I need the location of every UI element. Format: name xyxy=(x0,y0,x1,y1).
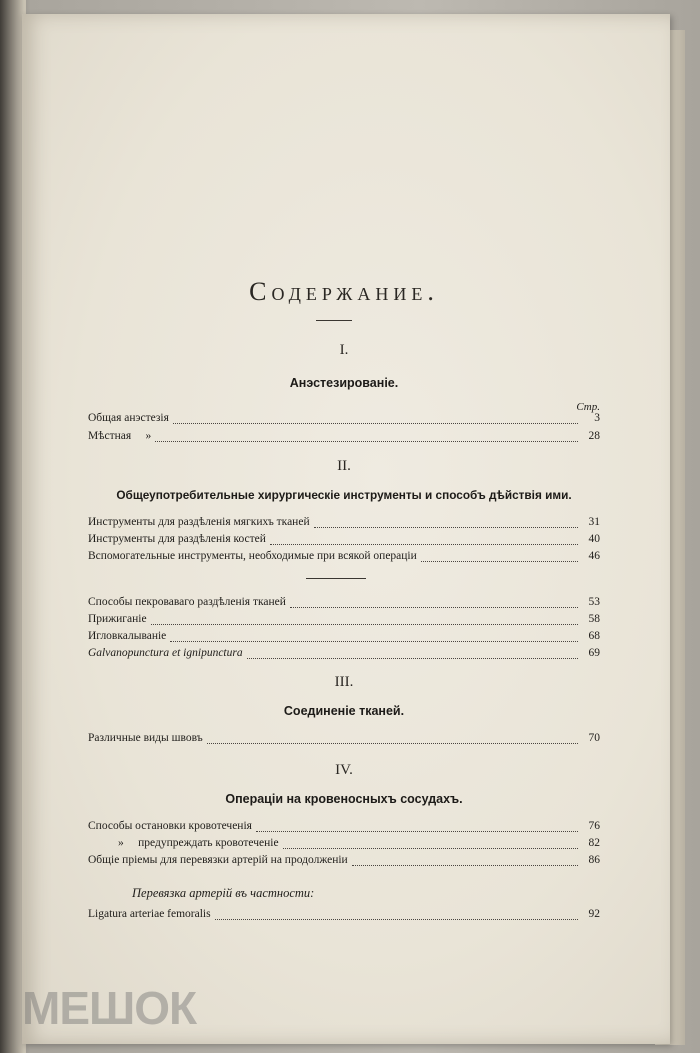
entry-label: Мѣстная » xyxy=(88,430,152,442)
leader-dots xyxy=(283,847,578,849)
leader-dots xyxy=(247,657,578,659)
toc-entry xyxy=(88,854,600,870)
section-rule xyxy=(306,578,366,579)
toc-entry xyxy=(88,630,600,646)
toc-entry xyxy=(88,908,600,924)
toc-entry xyxy=(88,550,600,566)
entry-label: Инструменты для раздѣленія костей xyxy=(88,533,266,545)
page-column-label: Стр. xyxy=(576,401,600,413)
watermark-logo: МЕШОК xyxy=(22,982,197,1034)
toc-entry xyxy=(88,430,600,446)
entry-page: 86 xyxy=(588,854,600,866)
subsection-heading: Перевязка артерій въ частности: xyxy=(132,886,315,900)
entry-label: Общая анэстезія xyxy=(88,412,169,424)
toc-entry xyxy=(88,647,600,663)
entry-page: 82 xyxy=(588,837,600,849)
entry-page: 70 xyxy=(588,732,600,744)
toc-entry xyxy=(88,837,600,853)
entry-page: 31 xyxy=(588,516,600,528)
entry-page: 46 xyxy=(588,550,600,562)
leader-dots xyxy=(173,422,578,424)
entry-label: Различные виды швовъ xyxy=(88,732,203,744)
section-numeral: II. xyxy=(337,458,351,474)
page-title: Содержание. xyxy=(249,277,439,306)
entry-page: 76 xyxy=(588,820,600,832)
leader-dots xyxy=(256,830,578,832)
leader-dots xyxy=(270,543,578,545)
entry-label: Игловкалываніе xyxy=(88,630,167,642)
section-heading: Общеупотребительные хирургическіе инструменты и способъ дѣйствія ими. xyxy=(116,488,572,502)
toc-entry xyxy=(88,516,600,532)
entry-label: Способы остановки кровотеченія xyxy=(88,820,252,832)
leader-dots xyxy=(314,526,578,528)
leader-dots xyxy=(290,606,578,608)
toc-entry xyxy=(88,732,600,748)
entry-page: 3 xyxy=(594,412,600,424)
section-heading: Операціи на кровеносныхъ сосудахъ. xyxy=(225,792,463,806)
entry-label: Инструменты для раздѣленія мягкихъ тканей xyxy=(88,516,310,528)
leader-dots xyxy=(421,560,578,562)
entry-page: 69 xyxy=(588,647,600,659)
leader-dots xyxy=(151,623,578,625)
leader-dots xyxy=(215,918,578,920)
toc-entry xyxy=(88,412,600,428)
entry-page: 28 xyxy=(588,430,600,442)
leader-dots xyxy=(155,440,578,442)
title-rule xyxy=(316,320,352,321)
leader-dots xyxy=(170,640,578,642)
entry-page: 68 xyxy=(588,630,600,642)
entry-label: Ligatura arteriae femoralis xyxy=(88,908,211,920)
section-heading: Анэстезированіе. xyxy=(289,376,399,390)
entry-page: 92 xyxy=(588,908,600,920)
toc-entry xyxy=(88,533,600,549)
section-heading: Соединеніе тканей. xyxy=(283,704,405,718)
entry-label: Galvanopunctura et ignipunctura xyxy=(88,647,243,659)
section-numeral: III. xyxy=(334,674,354,690)
book-page xyxy=(22,14,670,1044)
toc-entry xyxy=(88,820,600,836)
entry-label: » предупреждать кровотеченіе xyxy=(118,837,279,849)
toc-entry xyxy=(88,613,600,629)
toc-entry xyxy=(88,596,600,612)
entry-page: 53 xyxy=(588,596,600,608)
section-numeral: I. xyxy=(339,342,349,358)
entry-page: 40 xyxy=(588,533,600,545)
entry-label: Способы пекроваваго раздѣленія тканей xyxy=(88,596,286,608)
entry-label: Общіе пріемы для перевязки артерій на продолженіи xyxy=(88,854,348,866)
leader-dots xyxy=(352,864,578,866)
entry-label: Прижиганіе xyxy=(88,613,147,625)
section-numeral: IV. xyxy=(335,762,353,778)
entry-page: 58 xyxy=(588,613,600,625)
leader-dots xyxy=(207,742,578,744)
entry-label: Вспомогательные инструменты, необходимые при всякой операціи xyxy=(88,550,417,562)
